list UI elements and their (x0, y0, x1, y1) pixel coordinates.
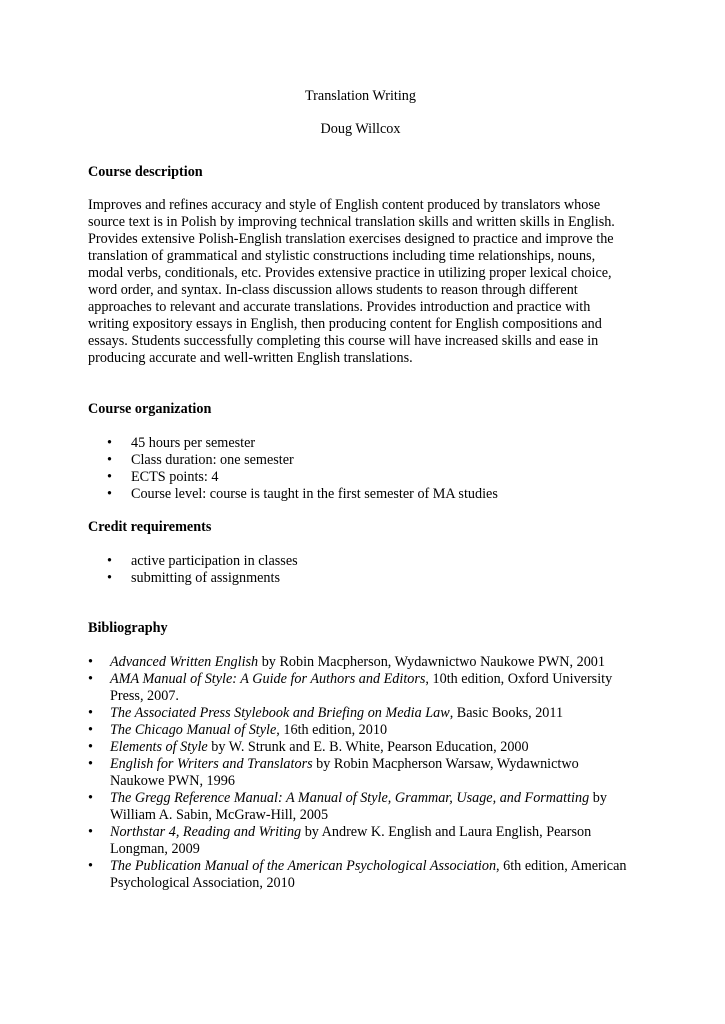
bullet-icon: • (107, 570, 112, 586)
bullet-icon: • (88, 722, 93, 738)
bullet-icon: • (88, 824, 93, 840)
list-item-text: submitting of assignments (131, 570, 280, 586)
bullet-icon: • (88, 790, 93, 806)
document-title: Translation Writing (305, 88, 416, 104)
bullet-icon: • (107, 435, 112, 451)
book-title: The Chicago Manual of Style (110, 722, 277, 738)
book-details: by Robin Macpherson Warsaw, Wydawnictwo Naukowe PWN, 1996 (110, 756, 579, 789)
bibliography-item (88, 739, 633, 756)
course-description-heading: Course description (88, 164, 203, 180)
bullet-icon: • (88, 739, 93, 755)
list-item-text: 45 hours per semester (131, 435, 256, 451)
bibliography-heading: Bibliography (88, 620, 168, 636)
bibliography-item (88, 756, 633, 790)
list-item (88, 570, 633, 587)
bullet-icon: • (88, 671, 93, 687)
book-title: Advanced Written English (110, 654, 259, 670)
book-details: by Andrew K. English and Laura English, Pearson Longman, 2009 (110, 824, 592, 857)
bullet-icon: • (107, 452, 112, 468)
bullet-icon: • (88, 654, 93, 670)
list-item (88, 435, 633, 452)
list-item-text: active participation in classes (131, 553, 298, 569)
bullet-icon: • (88, 756, 93, 772)
credit-requirements-heading: Credit requirements (88, 519, 212, 535)
list-item (88, 469, 633, 486)
bibliography-item (88, 790, 633, 824)
book-details: , 16th edition, 2010 (276, 722, 388, 738)
book-title: The Associated Press Stylebook and Briefing on Media Law (110, 705, 450, 721)
book-title: English for Writers and Translators (110, 756, 313, 772)
book-details: by Robin Macpherson, Wydawnictwo Naukowe PWN, 2001 (258, 654, 605, 670)
course-organization-list (88, 435, 633, 503)
bullet-icon: • (107, 486, 112, 502)
list-item-text: Class duration: one semester (131, 452, 294, 468)
bibliography-item (88, 858, 633, 892)
book-title: AMA Manual of Style: A Guide for Authors and Editors (110, 671, 426, 687)
book-title: The Publication Manual of the American Psychological Association (110, 858, 497, 874)
bibliography-item (88, 671, 633, 705)
document-page (88, 88, 633, 892)
document-author: Doug Willcox (320, 121, 401, 137)
course-description-text: Improves and refines accuracy and style of English content produced by translators whose source text is in Polish by improving technical translation skills and written skills in English. Provides extensive Polish-English translation exercises designed to practice and improve the translation of grammatical and stylistic constructions including time relationships, nouns, modal verbs, conditionals, etc. Provides extensive practice in utilizing proper lexical choice, word order, and syntax. In-class discussion allows students to reason through different approaches to relevant and accurate translations. Provides introduction and practice with writing expository essays in English, then producing content for English compositions and essays. Students successfully completing this course will have increased skills and ease in producing accurate and well-written English translations. (88, 197, 615, 366)
book-details: by W. Strunk and E. B. White, Pearson Education, 2000 (207, 739, 529, 755)
bibliography-list (88, 654, 633, 892)
course-organization-heading: Course organization (88, 401, 212, 417)
list-item-text: ECTS points: 4 (131, 469, 219, 485)
bibliography-item (88, 722, 633, 739)
book-details: by William A. Sabin, McGraw-Hill, 2005 (110, 790, 607, 823)
book-title: Northstar 4, Reading and Writing (110, 824, 302, 840)
book-title: Elements of Style (110, 739, 208, 755)
bibliography-item (88, 705, 633, 722)
list-item (88, 486, 633, 503)
book-details: , 6th edition, American Psychological Association, 2010 (110, 858, 627, 891)
credit-requirements-list (88, 553, 633, 587)
list-item (88, 452, 633, 469)
bibliography-item (88, 824, 633, 858)
bullet-icon: • (88, 858, 93, 874)
list-item-text: Course level: course is taught in the first semester of MA studies (131, 486, 498, 502)
bullet-icon: • (107, 553, 112, 569)
book-details: , Basic Books, 2011 (449, 705, 564, 721)
book-title: The Gregg Reference Manual: A Manual of Style, Grammar, Usage, and Formatting (110, 790, 590, 806)
bibliography-item (88, 654, 633, 671)
list-item (88, 553, 633, 570)
bullet-icon: • (107, 469, 112, 485)
bullet-icon: • (88, 705, 93, 721)
book-details: , 10th edition, Oxford University Press, 2007. (110, 671, 613, 704)
